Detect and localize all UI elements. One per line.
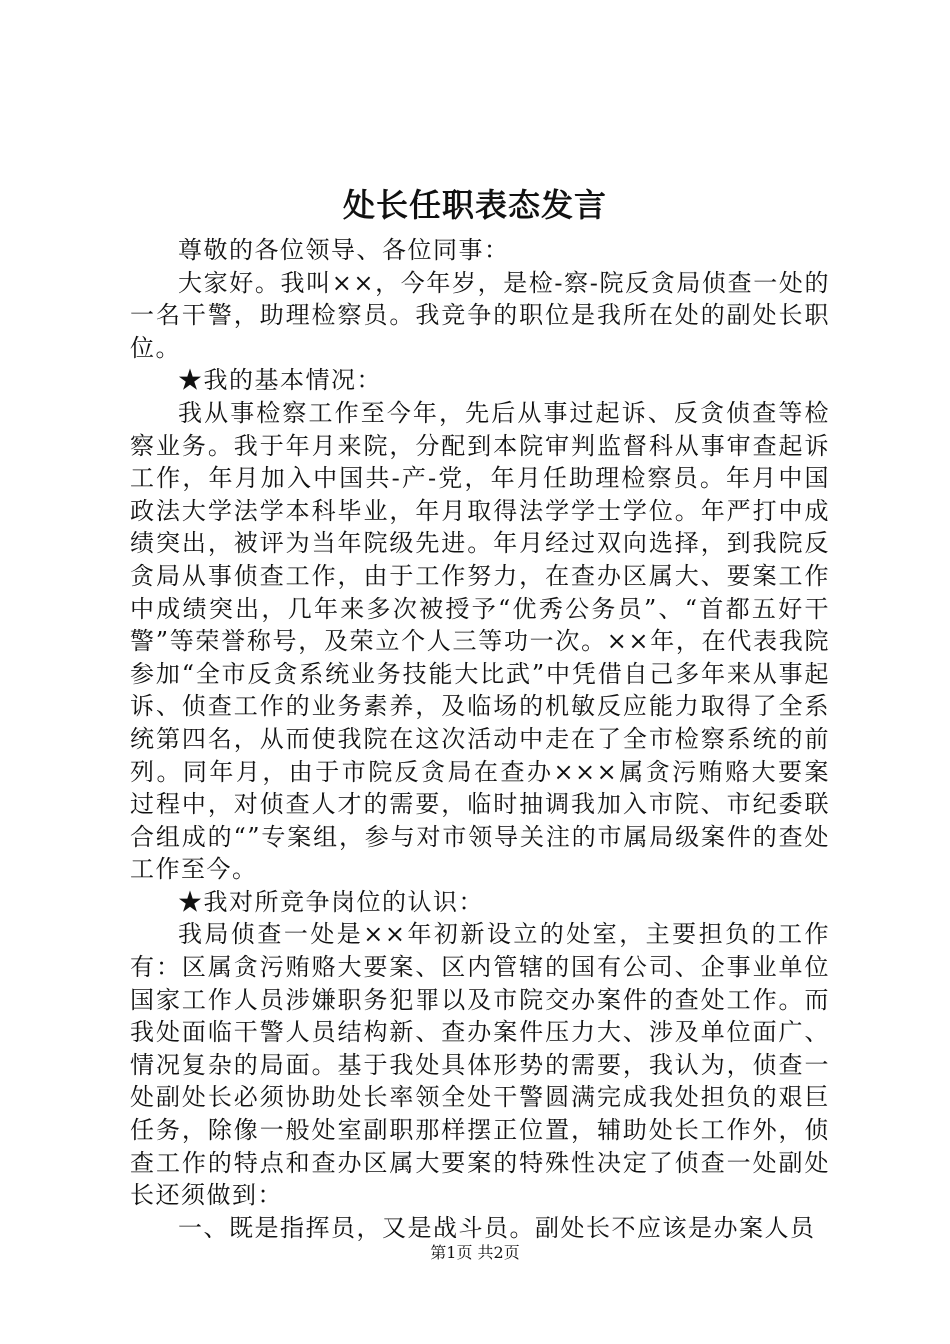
section-heading-basic-info: ★我的基本情况： [178,366,382,395]
document-body [130,234,830,1244]
point-one-paragraph: 一、既是指挥员，又是战斗员。副处长不应该是办案人员 [178,1213,816,1242]
document-title: 处长任职表态发言 [342,186,607,224]
page-number: 第1页 共2页 [430,1243,520,1262]
section-heading-position: ★我对所竞争岗位的认识： [178,887,484,916]
salutation-paragraph: 尊敬的各位领导、各位同事： [178,236,510,264]
intro-paragraph: 大家好。我叫××，今年岁，是检-察-院反贪局侦查一处的一名干警，助理检察员。我竞争的职位是我所在处的副处长职位。 [130,268,830,362]
position-paragraph: 我局侦查一处是××年初新设立的处室，主要担负的工作有：区属贪污贿赂大要案、区内管辖的国有公司、企事业单位国家工作人员涉嫌职务犯罪以及市院交办案件的查处工作。而我处面临干警人员结构新、查办案件压力大、涉及单位面广、情况复杂的局面。基于我处具体形势的需要，我认为，侦查一处副处长必须协助处长率领全处干警圆满完成我处担负的艰巨任务，除像一般处室副职那样摆正位置，辅助处长工作外，侦查工作的特点和查办区属大要案的特殊性决定了侦查一处副处长还须做到： [130,920,830,1210]
basic-info-paragraph: 我从事检察工作至今年，先后从事过起诉、反贪侦查等检察业务。我于年月来院，分配到本院审判监督科从事审查起诉工作，年月加入中国共-产-党，年月任助理检察员。年月中国政法大学法学本科毕业，年月取得法学学士学位。年严打中成绩突出，被评为当年院级先进。年月经过双向选择，到我院反贪局从事侦查工作，由于工作努力，在查办区属大、要案工作中成绩突出，几年来多次被授予“优秀公务员”、“首都五好干警”等荣誉称号，及荣立个人三等功一次。××年，在代表我院参加“全市反贪系统业务技能大比武”中凭借自己多年来从事起诉、侦查工作的业务素养，及临场的机敏反应能力取得了全系统第四名，从而使我院在这次活动中走在了全市检察系统的前列。同年月，由于市院反贪局在查办×××属贪污贿赂大要案过程中，对侦查人才的需要，临时抽调我加入市院、市纪委联合组成的“”专案组，参与对市领导关注的市属局级案件的查处工作至今。 [130,398,830,884]
